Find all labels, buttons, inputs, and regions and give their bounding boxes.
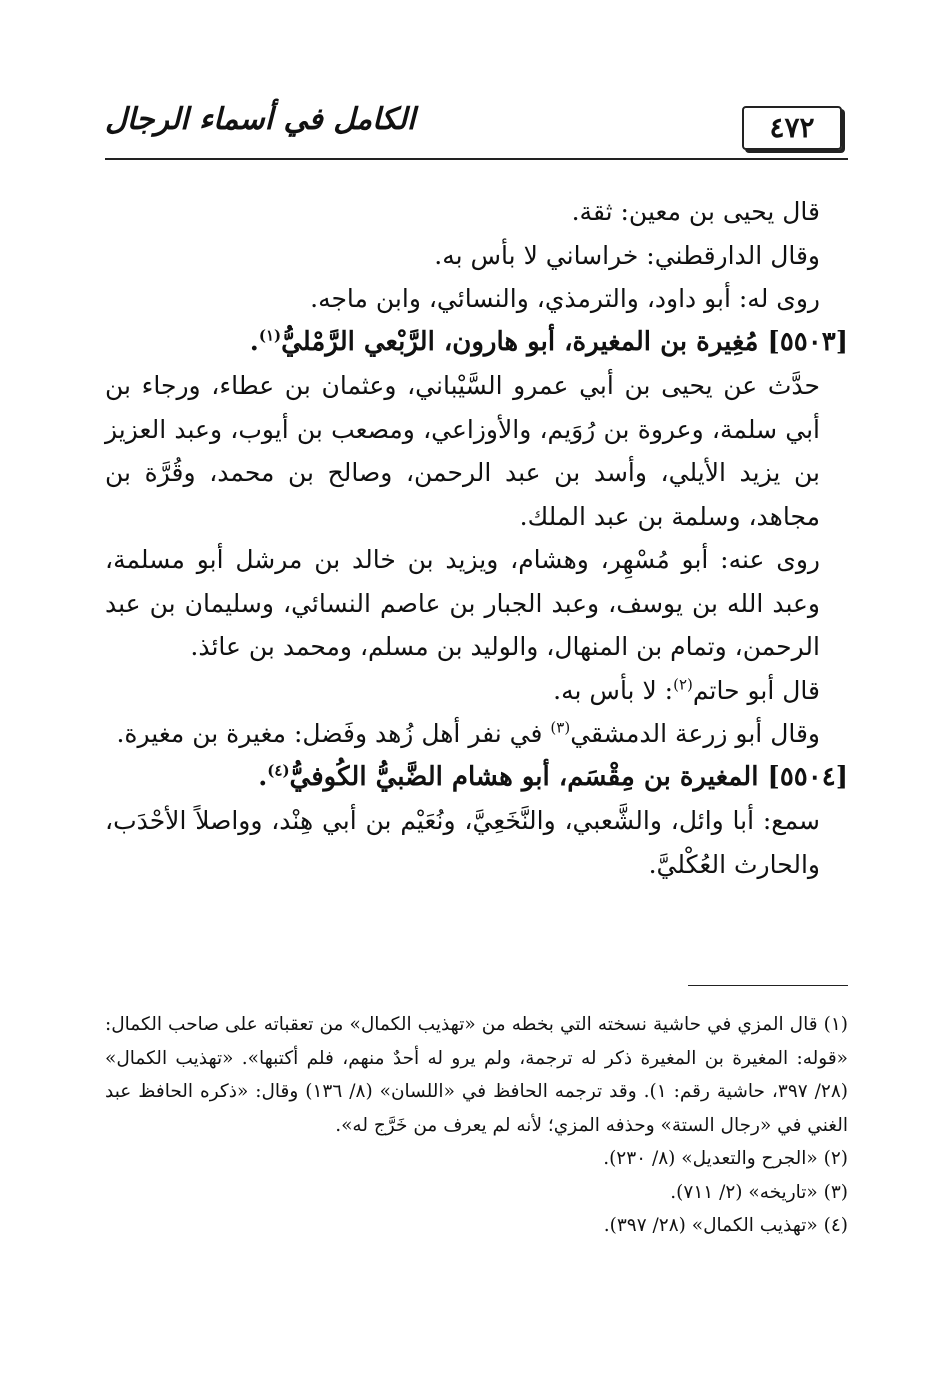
entry-name: مُغِيرة بن المغيرة، أبو هارون، الرَّبْعي الرَّمْليُّ (281, 326, 759, 357)
text-span: قال أبو حاتم (692, 675, 820, 705)
footnote-ref: (١) (258, 325, 282, 344)
paragraph (105, 669, 848, 713)
text-line: روى له: أبو داود، والترمذي، والنسائي، وابن ماجه. (310, 284, 820, 313)
entry-end: . (249, 326, 259, 357)
paragraph (105, 712, 848, 756)
paragraph: سمع: أبا وائل، والشَّعبي، والنَّخَعِيَّ، ونُعَيْم بن أبي هِنْد، وواصلاً الأحْدَب، والحارث العُكْليَّ. (105, 806, 820, 879)
entry-end: . (258, 761, 268, 792)
footnote-separator (688, 985, 848, 986)
entry-number: [٥٥٠٤] (767, 761, 848, 792)
footnote-ref: (٤) (267, 760, 290, 779)
running-title: الكامل في أسماء الرجال (105, 102, 416, 137)
footnotes (105, 1008, 848, 1243)
page-header (105, 96, 848, 160)
footnote-ref: (٣) (550, 718, 571, 737)
entry-heading (105, 321, 848, 365)
footnote: (٣) «تاريخه» (٢/ ٧١١). (670, 1181, 848, 1203)
text-span: في نفر أهل زُهد وفَضل: مغيرة بن مغيرة. (116, 719, 551, 748)
main-text (105, 190, 848, 886)
footnote-ref: (٢) (673, 675, 693, 694)
text-line: قال يحيى بن معين: ثقة. (571, 197, 820, 226)
text-line: وقال الدارقطني: خراساني لا بأس به. (434, 240, 820, 270)
entry-heading (105, 756, 848, 800)
page-number: ٤٧٢ (742, 106, 842, 150)
footnote: (٢) «الجرح والتعديل» (٨/ ٢٣٠). (603, 1148, 848, 1169)
paragraph: حدَّث عن يحيى بن أبي عمرو السَّيْباني، وعثمان بن عطاء، ورجاء بن أبي سلمة، وعروة بن رُوَيم، والأوزاعي، ومصعب بن أيوب، وعبد العزيز بن يزيد الأيلي، وأسد بن عبد الرحمن، وصالح بن محمد، وقُرَّة بن مجاهد، وسلمة بن عبد الملك. (105, 371, 821, 531)
paragraph: روى عنه: أبو مُسْهِر، وهشام، ويزيد بن خالد بن مرشل أبو مسلمة، وعبد الله بن يوسف، وعبد الجبار بن عاصم النسائي، وسليمان بن عبد الرحمن، وتمام بن المنهال، والوليد بن مسلم، ومحمد بن عائذ. (105, 545, 820, 661)
footnote: (٤) «تهذيب الكمال» (٢٨/ ٣٩٧). (603, 1215, 848, 1236)
text-span: وقال أبو زرعة الدمشقي (570, 719, 820, 748)
entry-number: [٥٥٠٣] (767, 326, 848, 357)
text-span: : لا بأس به. (553, 675, 674, 705)
footnote: (١) قال المزي في حاشية نسخته التي بخطه من «تهذيب الكمال» من تعقباته على صاحب الكمال: «قوله: المغيرة بن المغيرة ذكر له ترجمة، ولم يرو له أحدٌ منهم، فلم أكتبها». «تهذيب الكمال» (٢٨/ ٣٩٧، حاشية رقم: ١). وقد ترجمه الحافظ في «اللسان» (٨/ ١٣٦) وقال: «ذكره الحافظ عبد الغني في «رجال الستة» وحذفه المزي؛ لأنه لم يعرف من خَرَّج له». (105, 1014, 848, 1136)
entry-name: المغيرة بن مِقْسَم، أبو هشام الضَّبيُّ الكُوفيُّ (289, 761, 759, 792)
